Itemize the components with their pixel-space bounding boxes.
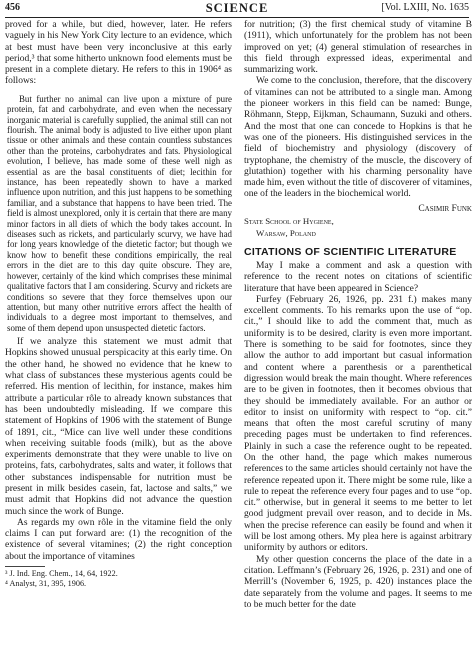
paragraph: As regards my own rôle in the vitamine field the only claims I can put forward are: (1) the recognition of the existence of several vitamines; (2) the right conception about the importance of vitamines	[5, 517, 232, 562]
affiliation-line: Warsaw, Poland	[256, 228, 316, 239]
footnote-rule	[5, 566, 45, 567]
paragraph: proved for a while, but died, however, later. He refers vaguely in his New York City lecture to an evidence, which at best must have been very inconclusive at this early period,³ that some hitherto unknown food elements must be present in a complete dietary. He refers to this in 1906⁴ as follows:	[5, 20, 232, 87]
paragraph: We come to the conclusion, therefore, that the discovery of vitamines can not be attributed to a single man. Among the pioneer workers in this field can be named: Bunge, Röhmann, Stepp, Eijkman, Schaumann, Suzuki and others. And the most that one can concede to Hopkins is that he was one of the pioneers. His distinguished services in the field of biochemistry and physiology (discovery of tryptophane, the chemistry of the muscle, the discovery of glutathion) together with his charming personality have made him, even without the title of discoverer of vitamines, one of the leaders in the biochemical world.	[244, 76, 472, 200]
footnote: ⁴ Analyst, 31, 395, 1906.	[5, 578, 87, 588]
paragraph: My other question concerns the place of the date in a citation. Leffmann’s (February 26, 1926, p. 231) and one of Merrill’s (November 6, 1925, p. 420) instances place the date separately from the volume and pages. It seems to me to be much better for the date	[244, 554, 472, 610]
footnote: ³ J. Ind. Eng. Chem., 14, 64, 1922.	[5, 569, 118, 579]
page-header	[5, 2, 469, 16]
left-column	[5, 20, 232, 588]
paragraph: for nutrition; (3) the first chemical study of vitamine B (1911), which unfortunately for the problem has not been improved on yet; (4) general stimulation of researches in this field through expressed ideas, experimental and summarizing work.	[244, 20, 472, 76]
page-number: 456	[5, 2, 20, 13]
section-heading: CITATIONS OF SCIENTIFIC LITERATURE	[244, 245, 457, 258]
paragraph: Furfey (February 26, 1926, pp. 231 f.) makes many excellent comments. To his remarks upon the use of “op. cit.,” I should like to add the comment that, much as uniformity is to be desired, clarity is even more important. There is something to be said for footnotes, since they allow the author to add important but casual information and content where a parenthesis or a parenthetical digression would break the main thought. Where references are to be given in footnotes, then it becomes obvious that they should be immediately available. For an author or editor to insist on uniformity with respect to “op. cit.” means that often the most careful scrutiny of many preceding pages must be undertaken to find references. Plainly in such a case the reference ought to be repeated. On the other hand, the page which makes numerous references to the same articles should certainly not have the reference repeated upon it. There might be some rule, like a rule to repeat the reference every four pages and to use “op. cit.” otherwise, but in general it seems to me better to let good judgment prevail over reason, and to decide in Ms. when the precise reference can easily be found and when it will be lost among others. My plea here is against arbitrary uniformity by authors or editors.	[244, 294, 472, 554]
volume-info: [Vol. LXIII, No. 1635	[381, 2, 469, 13]
header-rule	[5, 17, 469, 18]
block-quote: But further no animal can live upon a mixture of pure protein, fat and carbohydrate, and even when the necessary inorganic material is carefully supplied, the animal still can not flourish. The animal body is adjusted to live either upon plant tissue or other animals and these contain countless substances other than the proteins, carbohydrates and fats. Physiological evolution, I believe, has made some of these well nigh as essential as are the basal constituents of diet; lecithin for instance, has been repeatedly shown to have a marked influence upon nutrition, and this just happens to be something familiar, and a substance that happens to have been tried. The field is almost unexplored, only it is certain that there are many minor factors in all diets of which the body takes account. In diseases such as rickets, and particularly scurvy, we have had for long years knowledge of the dietetic factor; but though we know how to benefit these conditions empirically, the real errors in the diet are to this day quite obscure. They are, however, certainly of the kind which comprises these minimal qualitative factors that I am considering. Scurvy and rickets are conditions so severe that they force themselves upon our attention, but many other nutritive errors affect the health of individuals to a degree most important to themselves, and some of them depend upon unsuspected dietetic factors.	[7, 93, 232, 333]
journal-title: SCIENCE	[205, 1, 269, 15]
author-signature: Casimir Funk	[418, 203, 472, 214]
paragraph: If we analyze this statement we must admit that Hopkins showed unusual perspicacity at this early time. On the other hand, he showed no evidence that he knew to what class of substances these mysterious agents could be referred. His mention of lecithin, for instance, makes him attribute a particular rôle to already known substances that has been undoubtedly misleading. If we compare this statement of Hopkins of 1906 with the statement of Bunge of 1891, cit., “Mice can live well under these conditions when receiving suitable foods (milk), but as the above experiments demonstrate that they were unable to live on proteins, fats, carbohydrates, salts and water, it follows that other substances indispensable for nutrition must be present in milk besides casein, fat, lactose and salts,” we must admit that Hopkins did not advance the question much since the work of Bunge.	[5, 337, 232, 517]
paragraph: May I make a comment and ask a question with reference to the recent notes on citations of scientific literature that have been appeared in Science?	[244, 260, 472, 294]
affiliation-line: State School of Hygiene,	[244, 216, 334, 227]
right-column	[244, 20, 472, 611]
